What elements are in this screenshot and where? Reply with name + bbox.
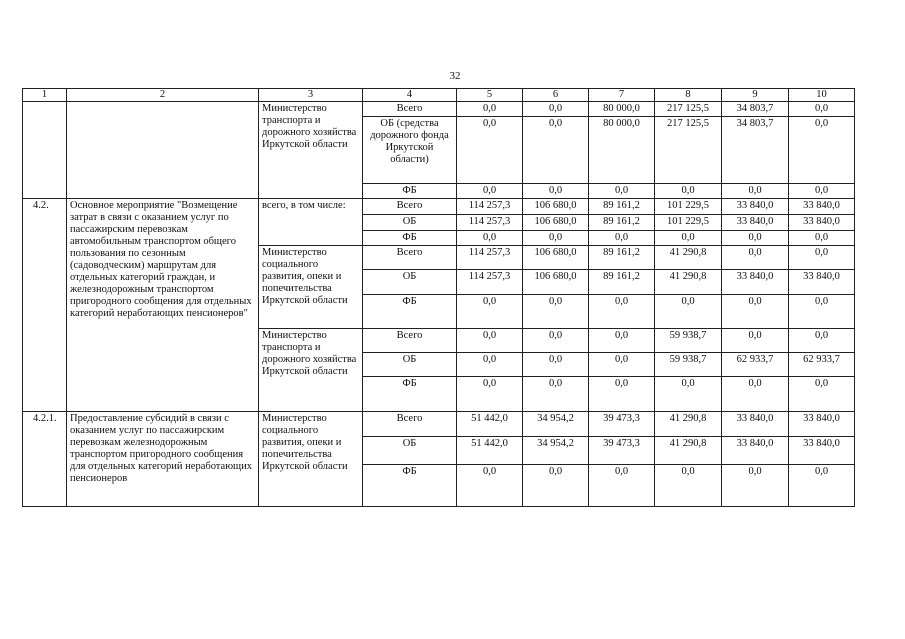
value-cell: 89 161,2 [589,246,655,270]
value-cell: 114 257,3 [457,246,523,270]
type-cell: ФБ [363,465,457,507]
type-cell: Всего [363,412,457,437]
value-cell: 114 257,3 [457,215,523,231]
org-cell: всего, в том числе: [259,199,363,246]
value-cell: 89 161,2 [589,215,655,231]
value-cell: 62 933,7 [722,353,789,377]
value-cell: 39 473,3 [589,437,655,465]
header-cell: 9 [722,89,789,102]
type-cell: ОБ [363,270,457,295]
value-cell: 0,0 [589,353,655,377]
value-cell: 0,0 [457,117,523,184]
value-cell: 41 290,8 [655,246,722,270]
value-cell: 33 840,0 [722,270,789,295]
header-cell: 4 [363,89,457,102]
value-cell: 0,0 [789,377,855,412]
value-cell: 0,0 [655,231,722,246]
value-cell: 0,0 [523,117,589,184]
budget-table [22,88,855,507]
header-cell: 1 [23,89,67,102]
value-cell: 0,0 [523,295,589,329]
value-cell: 0,0 [523,329,589,353]
type-cell: ФБ [363,295,457,329]
value-cell: 62 933,7 [789,353,855,377]
header-cell: 8 [655,89,722,102]
value-cell: 0,0 [457,377,523,412]
value-cell: 101 229,5 [655,215,722,231]
value-cell: 59 938,7 [655,353,722,377]
table-row [23,102,855,117]
value-cell: 33 840,0 [789,412,855,437]
value-cell: 0,0 [589,465,655,507]
value-cell: 0,0 [722,184,789,199]
value-cell: 51 442,0 [457,437,523,465]
empty-cell [67,102,259,199]
type-cell: Всего [363,199,457,215]
value-cell: 0,0 [523,231,589,246]
value-cell: 0,0 [523,102,589,117]
value-cell: 0,0 [789,246,855,270]
header-cell: 7 [589,89,655,102]
value-cell: 41 290,8 [655,412,722,437]
value-cell: 0,0 [722,231,789,246]
header-cell: 2 [67,89,259,102]
type-cell: Всего [363,246,457,270]
type-cell: ФБ [363,184,457,199]
type-cell: ОБ [363,215,457,231]
value-cell: 0,0 [789,329,855,353]
value-cell: 114 257,3 [457,270,523,295]
value-cell: 0,0 [655,184,722,199]
value-cell: 0,0 [722,329,789,353]
page-number: 32 [449,70,461,82]
value-cell: 0,0 [789,295,855,329]
value-cell: 33 840,0 [722,412,789,437]
value-cell: 0,0 [457,295,523,329]
item-title: Предоставление субсидий в связи с оказанием услуг по пассажирским перевозкам железнодорожным транспортом пригородного сообщения для отдельных категорий неработающих пенсионеров [67,412,259,507]
type-cell: ОБ [363,437,457,465]
value-cell: 0,0 [655,465,722,507]
value-cell: 89 161,2 [589,199,655,215]
header-row [23,89,855,102]
value-cell: 0,0 [789,184,855,199]
type-cell: ОБ (средства дорожного фонда Иркутской области) [363,117,457,184]
value-cell: 34 954,2 [523,437,589,465]
value-cell: 0,0 [523,465,589,507]
value-cell: 106 680,0 [523,215,589,231]
value-cell: 51 442,0 [457,412,523,437]
table-row [23,199,855,215]
value-cell: 41 290,8 [655,270,722,295]
value-cell: 0,0 [589,377,655,412]
org-cell: Министерство транспорта и дорожного хозяйства Иркутской области [259,329,363,412]
value-cell: 106 680,0 [523,246,589,270]
value-cell: 0,0 [655,295,722,329]
value-cell: 34 954,2 [523,412,589,437]
value-cell: 0,0 [457,231,523,246]
value-cell: 0,0 [789,465,855,507]
value-cell: 0,0 [457,353,523,377]
item-number: 4.2. [23,199,67,412]
value-cell: 0,0 [789,231,855,246]
item-title: Основное мероприятие "Возмещение затрат в связи с оказанием услуг по пассажирским перевозкам автомобильным транспортом общего пользования по сезонным (садоводческим) маршрутам для отдельных категорий граждан, и железнодорожным транспортом пригородного сообщения для отдельных категорий неработающих пенсионеров" [67,199,259,412]
value-cell: 41 290,8 [655,437,722,465]
value-cell: 0,0 [523,184,589,199]
value-cell: 33 840,0 [789,270,855,295]
value-cell: 217 125,5 [655,102,722,117]
value-cell: 0,0 [589,329,655,353]
value-cell: 80 000,0 [589,117,655,184]
type-cell: ФБ [363,377,457,412]
type-cell: ФБ [363,231,457,246]
type-cell: Всего [363,329,457,353]
value-cell: 0,0 [722,465,789,507]
value-cell: 33 840,0 [722,437,789,465]
type-cell: ОБ [363,353,457,377]
type-cell: Всего [363,102,457,117]
value-cell: 0,0 [457,329,523,353]
value-cell: 89 161,2 [589,270,655,295]
value-cell: 59 938,7 [655,329,722,353]
header-cell: 10 [789,89,855,102]
value-cell: 33 840,0 [789,199,855,215]
header-cell: 6 [523,89,589,102]
value-cell: 33 840,0 [789,437,855,465]
value-cell: 0,0 [655,377,722,412]
org-cell: Министерство социального развития, опеки и попечительства Иркутской области [259,412,363,507]
value-cell: 0,0 [523,353,589,377]
value-cell: 0,0 [722,246,789,270]
empty-cell [23,102,67,199]
value-cell: 33 840,0 [722,215,789,231]
value-cell: 106 680,0 [523,270,589,295]
value-cell: 34 803,7 [722,102,789,117]
value-cell: 80 000,0 [589,102,655,117]
value-cell: 34 803,7 [722,117,789,184]
value-cell: 114 257,3 [457,199,523,215]
value-cell: 0,0 [523,377,589,412]
value-cell: 0,0 [457,184,523,199]
table-row [23,412,855,437]
value-cell: 0,0 [722,295,789,329]
header-cell: 3 [259,89,363,102]
value-cell: 101 229,5 [655,199,722,215]
value-cell: 0,0 [789,117,855,184]
value-cell: 33 840,0 [722,199,789,215]
value-cell: 0,0 [589,184,655,199]
value-cell: 0,0 [589,231,655,246]
item-number: 4.2.1. [23,412,67,507]
value-cell: 0,0 [789,102,855,117]
value-cell: 39 473,3 [589,412,655,437]
value-cell: 0,0 [589,295,655,329]
value-cell: 33 840,0 [789,215,855,231]
header-cell: 5 [457,89,523,102]
value-cell: 0,0 [457,102,523,117]
org-cell: Министерство транспорта и дорожного хозяйства Иркутской области [259,102,363,199]
value-cell: 0,0 [457,465,523,507]
value-cell: 0,0 [722,377,789,412]
value-cell: 217 125,5 [655,117,722,184]
value-cell: 106 680,0 [523,199,589,215]
org-cell: Министерство социального развития, опеки и попечительства Иркутской области [259,246,363,329]
